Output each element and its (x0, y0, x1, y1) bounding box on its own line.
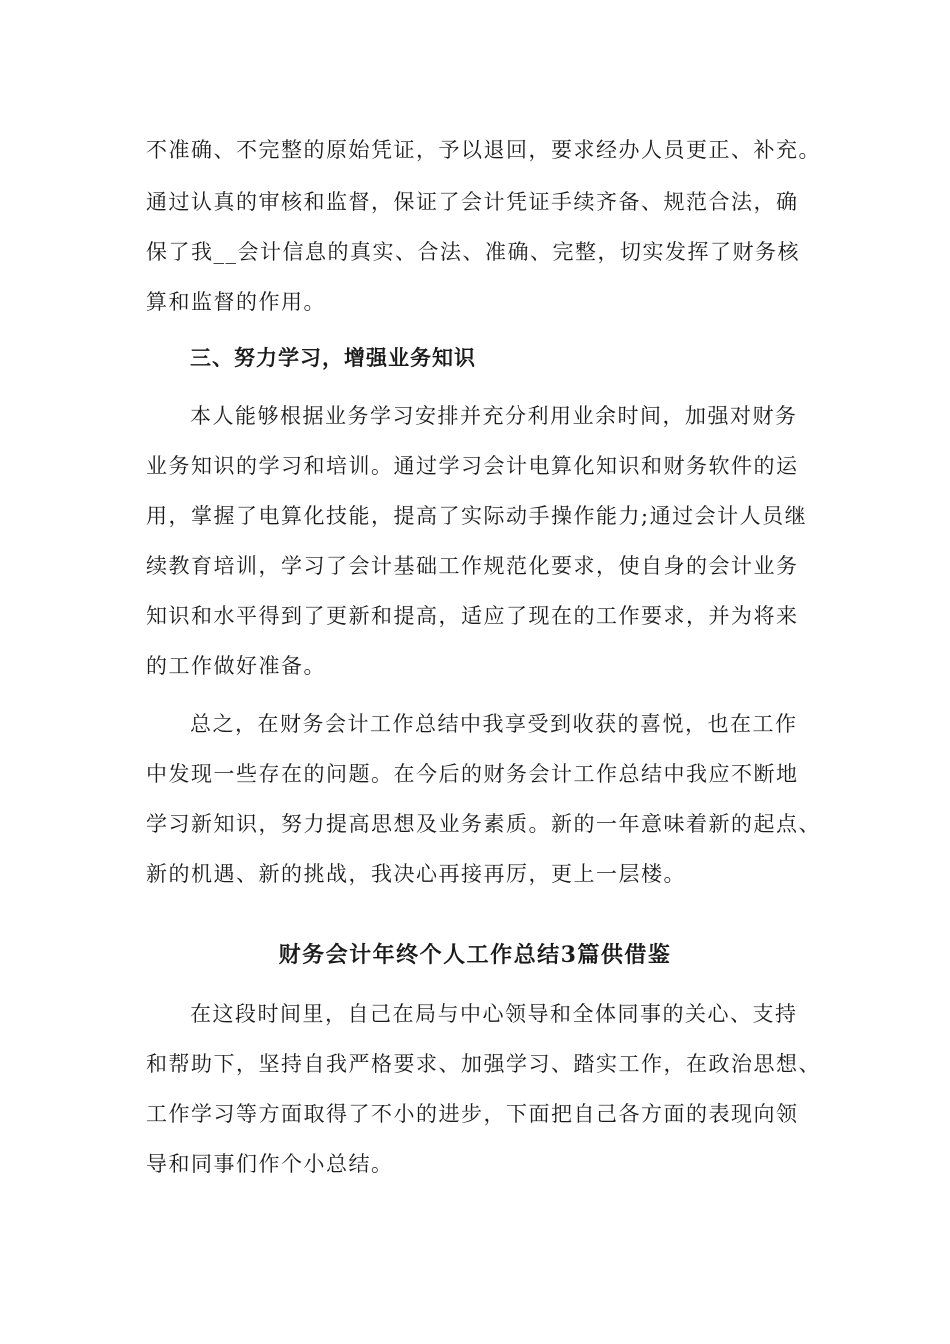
body-text-line: 不准确、不完整的原始凭证，予以退回，要求经办人员更正、补充。 (146, 138, 821, 162)
body-text-line: 的工作做好准备。 (146, 654, 326, 678)
body-text-line: 总之，在财务会计工作总结中我享受到收获的喜悦，也在工作 (190, 712, 798, 736)
body-text-line: 学习新知识，努力提高思想及业务素质。新的一年意味着新的起点、 (146, 812, 821, 836)
body-text-line: 和帮助下，坚持自我严格要求、加强学习、踏实工作，在政治思想、 (146, 1052, 821, 1076)
body-text-line: 新的机遇、新的挑战，我决心再接再厉，更上一层楼。 (146, 862, 686, 886)
body-text-line: 在这段时间里，自己在局与中心领导和全体同事的关心、支持 (190, 1002, 798, 1026)
body-text-line: 工作学习等方面取得了不小的进步，下面把自己各方面的表现向领 (146, 1102, 799, 1126)
body-text-line: 知识和水平得到了更新和提高，适应了现在的工作要求，并为将来 (146, 604, 799, 628)
section-heading: 三、努力学习，增强业务知识 (190, 345, 476, 370)
body-text-line: 算和监督的作用。 (146, 290, 326, 314)
body-text-line: 通过认真的审核和监督，保证了会计凭证手续齐备、规范合法，确 (146, 190, 799, 214)
body-text-line: 业务知识的学习和培训。通过学习会计电算化知识和财务软件的运 (146, 454, 799, 478)
body-text-line: 续教育培训，学习了会计基础工作规范化要求，使自身的会计业务 (146, 554, 799, 578)
article-title: 财务会计年终个人工作总结3篇供借鉴 (278, 942, 672, 968)
body-text-line: 导和同事们作个小总结。 (146, 1152, 394, 1176)
body-text-line: 保了我__会计信息的真实、合法、准确、完整，切实发挥了财务核 (146, 240, 800, 264)
body-text-line: 本人能够根据业务学习安排并充分利用业余时间，加强对财务 (190, 404, 798, 428)
body-text-line: 中发现一些存在的问题。在今后的财务会计工作总结中我应不断地 (146, 762, 799, 786)
body-text-line: 用，掌握了电算化技能，提高了实际动手操作能力;通过会计人员继 (146, 504, 808, 528)
